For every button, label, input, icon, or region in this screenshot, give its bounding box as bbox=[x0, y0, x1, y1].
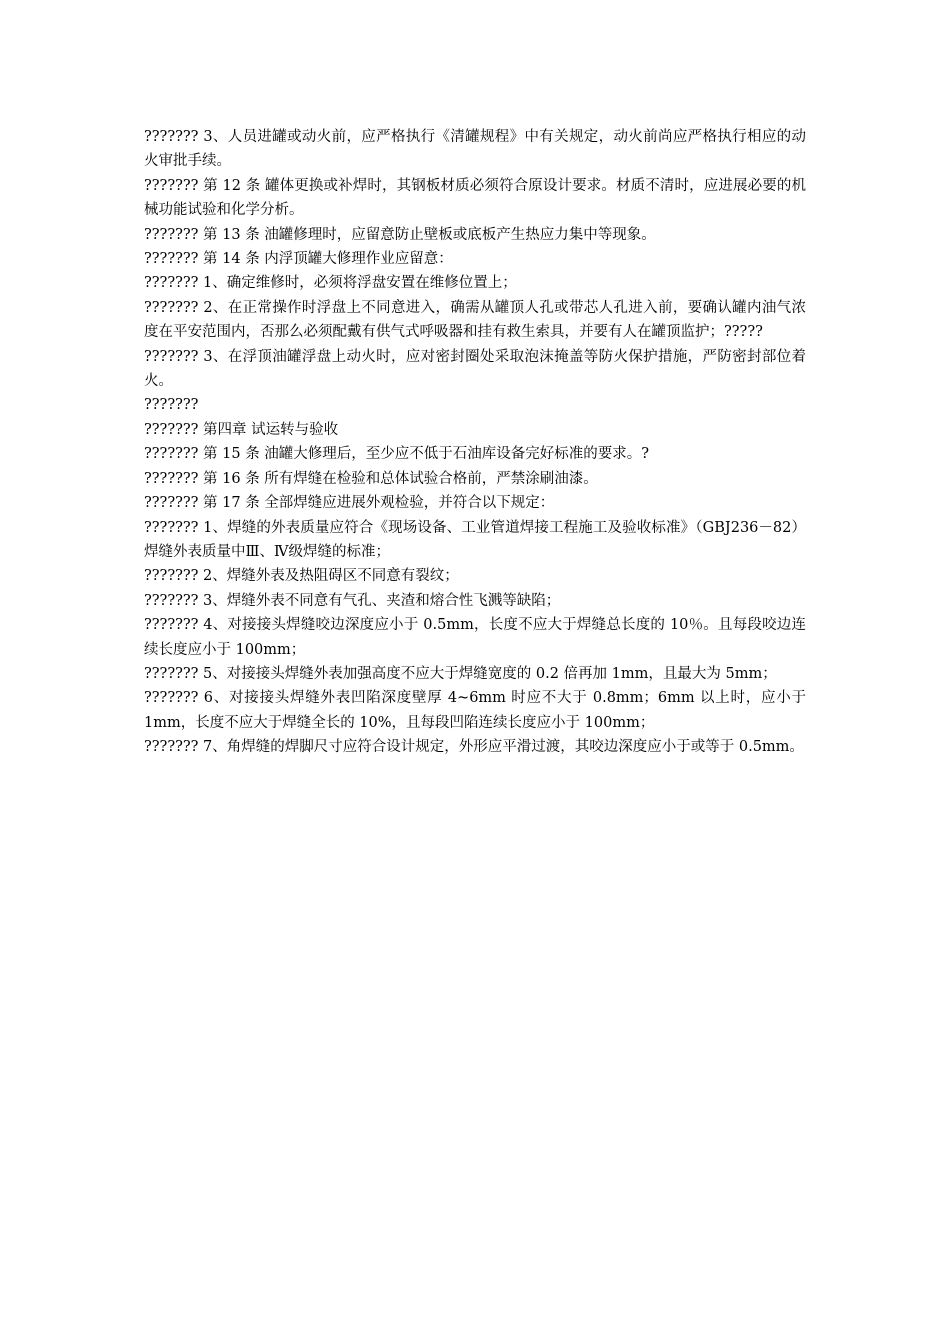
paragraph-article-17-item-1: ??????? 1、焊缝的外表质量应符合《现场设备、工业管道焊接工程施工及验收标准》（GBJ236－82）焊缝外表质量中Ⅲ、Ⅳ级焊缝的标准； bbox=[144, 519, 806, 560]
paragraph-article-14-item-1: ??????? 1、确定维修时，必须将浮盘安置在维修位置上； bbox=[144, 275, 517, 292]
paragraph-article-13: ??????? 第 13 条 油罐修理时，应留意防止壁板或底板产生热应力集中等现象。 bbox=[144, 226, 656, 243]
paragraph-article-15: ??????? 第 15 条 油罐大修理后，至少应不低于石油库设备完好标准的要求。? bbox=[144, 446, 650, 463]
paragraph-article-17-item-5: ??????? 5、对接接头焊缝外表加强高度不应大于焊缝宽度的 0.2 倍再加 1mm，且最大为 5mm； bbox=[144, 665, 777, 682]
paragraph-section3-clause3: ??????? 3、人员进罐或动火前，应严格执行《清罐规程》中有关规定，动火前尚应严格执行相应的动火审批手续。 bbox=[144, 129, 806, 170]
paragraph-article-12: ??????? 第 12 条 罐体更换或补焊时，其钢板材质必须符合原设计要求。材质不清时，应进展必要的机械功能试验和化学分析。 bbox=[144, 177, 806, 219]
paragraph-article-14: ??????? 第 14 条 内浮顶罐大修理作业应留意： bbox=[144, 251, 453, 268]
paragraph-article-14-item-3: ??????? 3、在浮顶油罐浮盘上动火时，应对密封圈处采取泡沫掩盖等防火保护措施，严防密封部位着火。 bbox=[144, 348, 806, 390]
paragraph-article-16: ??????? 第 16 条 所有焊缝在检验和总体试验合格前，严禁涂刷油漆。 bbox=[144, 470, 598, 487]
paragraph-article-17-item-2: ??????? 2、焊缝外表及热阻碍区不同意有裂纹； bbox=[144, 568, 459, 585]
paragraph-blank: ??????? bbox=[144, 397, 199, 414]
paragraph-article-17-item-3: ??????? 3、焊缝外表不同意有气孔、夹渣和熔合性飞溅等缺陷； bbox=[144, 592, 561, 609]
chapter-heading-4: ??????? 第四章 试运转与验收 bbox=[144, 421, 339, 438]
paragraph-article-17: ??????? 第 17 条 全部焊缝应进展外观检验，并符合以下规定： bbox=[144, 495, 555, 512]
paragraph-article-17-item-7: ??????? 7、角焊缝的焊脚尺寸应符合设计规定，外形应平滑过渡，其咬边深度应小于或等于 0.5mm。 bbox=[144, 739, 804, 756]
paragraph-article-17-item-4: ??????? 4、对接接头焊缝咬边深度应小于 0.5mm，长度不应大于焊缝总长度的 10％。且每段咬边连续长度应小于 100mm； bbox=[144, 617, 806, 658]
paragraph-article-14-item-2: ??????? 2、在正常操作时浮盘上不同意进入，确需从罐顶人孔或带芯人孔进入前，要确认罐内油气浓度在平安范围内，否那么必须配戴有供气式呼吸器和挂有救生索具，并要有人在罐顶监护；????? bbox=[144, 299, 806, 341]
document-body bbox=[144, 125, 806, 760]
paragraph-article-17-item-6: ??????? 6、对接接头焊缝外表凹陷深度壁厚 4~6mm 时应不大于 0.8mm；6mm 以上时，应小于 1mm，长度不应大于焊缝全长的 10%，且每段凹陷连续长度应小于 100mm； bbox=[144, 690, 806, 731]
